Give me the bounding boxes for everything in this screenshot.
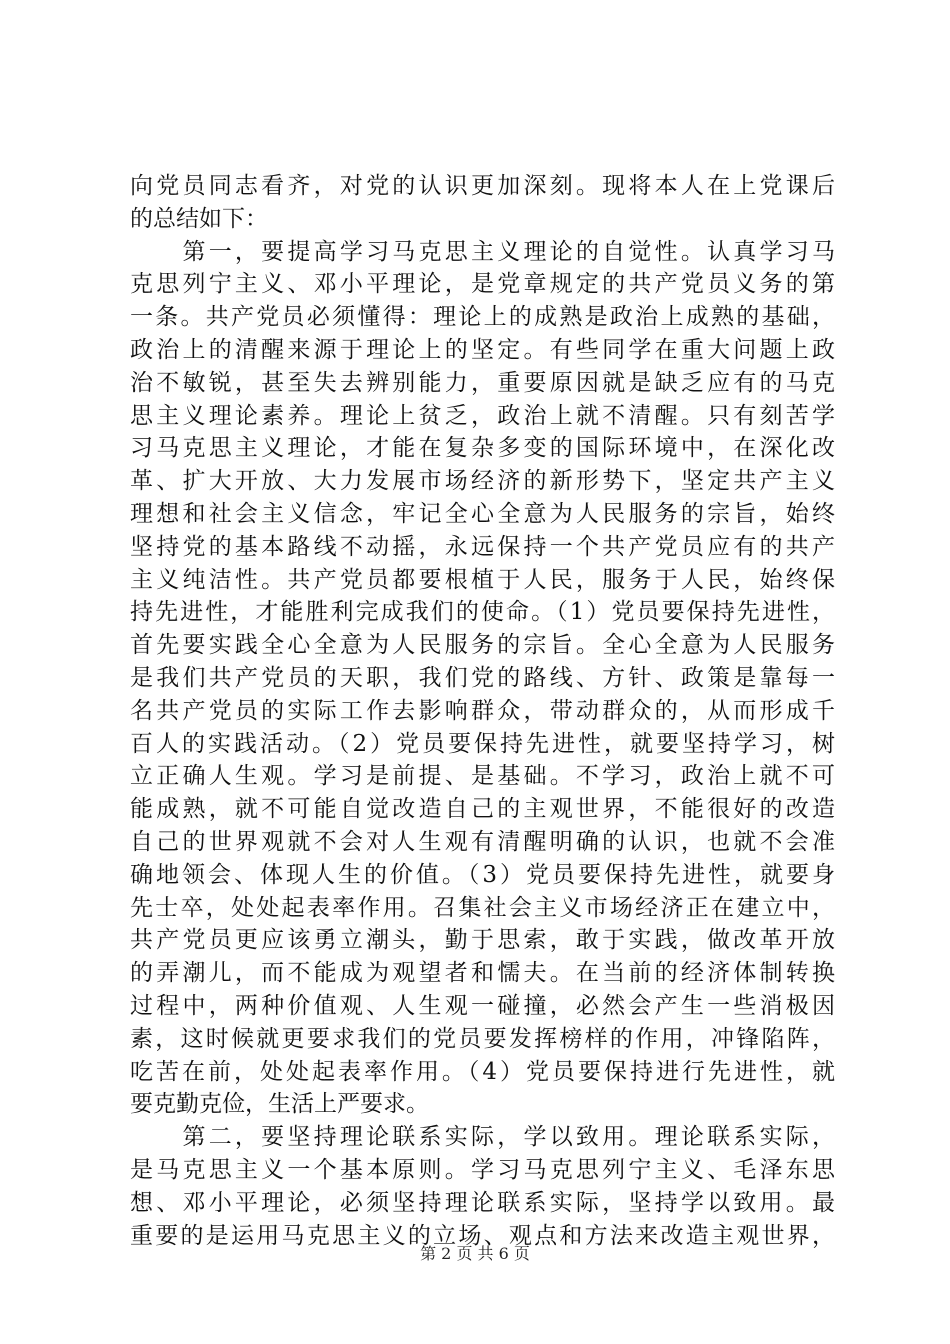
text-line: 想、邓小平理论，必须坚持理论联系实际，坚持学以致用。最 — [130, 1189, 835, 1216]
text-line: 革、扩大开放、大力发展市场经济的新形势下，坚定共产主义 — [130, 468, 835, 495]
text-line: 是我们共产党员的天职，我们党的路线、方针、政策是靠每一 — [130, 664, 835, 691]
text-line: 要克勤克俭，生活上严要求。 — [130, 1091, 429, 1118]
text-line: 百人的实践活动。（2）党员要保持先进性，就要坚持学习，树 — [130, 730, 835, 757]
page-footer: 第 2 页 共 6 页 — [420, 1244, 530, 1263]
text-line: 坚持党的基本路线不动摇，永远保持一个共产党员应有的共产 — [130, 533, 835, 560]
text-line: 第二，要坚持理论联系实际，学以致用。理论联系实际， — [130, 1124, 835, 1151]
text-line: 是马克思主义一个基本原则。学习马克思列宁主义、毛泽东思 — [130, 1156, 835, 1183]
text-line: 思主义理论素养。理论上贫乏，政治上就不清醒。只有刻苦学 — [130, 402, 835, 429]
text-line: 习马克思主义理论，才能在复杂多变的国际环境中，在深化改 — [130, 435, 835, 462]
text-line: 能成熟，就不可能自觉改造自己的主观世界，不能很好的改造 — [130, 796, 835, 823]
text-line: 先士卒，处处起表率作用。召集社会主义市场经济正在建立中， — [130, 894, 835, 921]
text-line: 向党员同志看齐，对党的认识更加深刻。现将本人在上党课后 — [130, 173, 835, 199]
text-line: 政治上的清醒来源于理论上的坚定。有些同学在重大问题上政 — [130, 336, 835, 363]
text-line: 主义纯洁性。共产党员都要根植于人民，服务于人民，始终保 — [130, 566, 835, 593]
text-line: 首先要实践全心全意为人民服务的宗旨。全心全意为人民服务 — [130, 632, 835, 659]
text-line: 自己的世界观就不会对人生观有清醒明确的认识，也就不会准 — [130, 828, 835, 855]
text-line: 确地领会、体现人生的价值。（3）党员要保持先进性，就要身 — [130, 861, 835, 888]
text-line: 一条。共产党员必须懂得：理论上的成熟是政治上成熟的基础， — [130, 304, 835, 331]
text-line: 克思列宁主义、邓小平理论，是党章规定的共产党员义务的第 — [130, 271, 835, 298]
text-line: 第一，要提高学习马克思主义理论的自觉性。认真学习马 — [130, 238, 835, 265]
text-line: 的弄潮儿，而不能成为观望者和懦夫。在当前的经济体制转换 — [130, 960, 835, 987]
text-line: 立正确人生观。学习是前提、是基础。不学习，政治上就不可 — [130, 763, 835, 790]
text-line: 的总结如下： — [130, 205, 268, 232]
text-line: 治不敏锐，甚至失去辨别能力，重要原因就是缺乏应有的马克 — [130, 369, 835, 396]
text-line: 过程中，两种价值观、人生观一碰撞，必然会产生一些消极因 — [130, 992, 835, 1019]
text-line: 素，这时候就更要求我们的党员要发挥榜样的作用，冲锋陷阵， — [130, 1025, 835, 1052]
text-line: 持先进性，才能胜利完成我们的使命。（1）党员要保持先进性， — [130, 599, 835, 626]
text-line: 理想和社会主义信念，牢记全心全意为人民服务的宗旨，始终 — [130, 500, 835, 527]
text-line: 重要的是运用马克思主义的立场、观点和方法来改造主观世界， — [130, 1222, 835, 1249]
text-line: 名共产党员的实际工作去影响群众，带动群众的，从而形成千 — [130, 697, 835, 724]
text-line: 吃苦在前，处处起表率作用。（4）党员要保持进行先进性，就 — [130, 1058, 835, 1085]
document-body — [130, 170, 835, 1252]
text-line: 共产党员更应该勇立潮头，勤于思索，敢于实践，做改革开放 — [130, 927, 835, 954]
